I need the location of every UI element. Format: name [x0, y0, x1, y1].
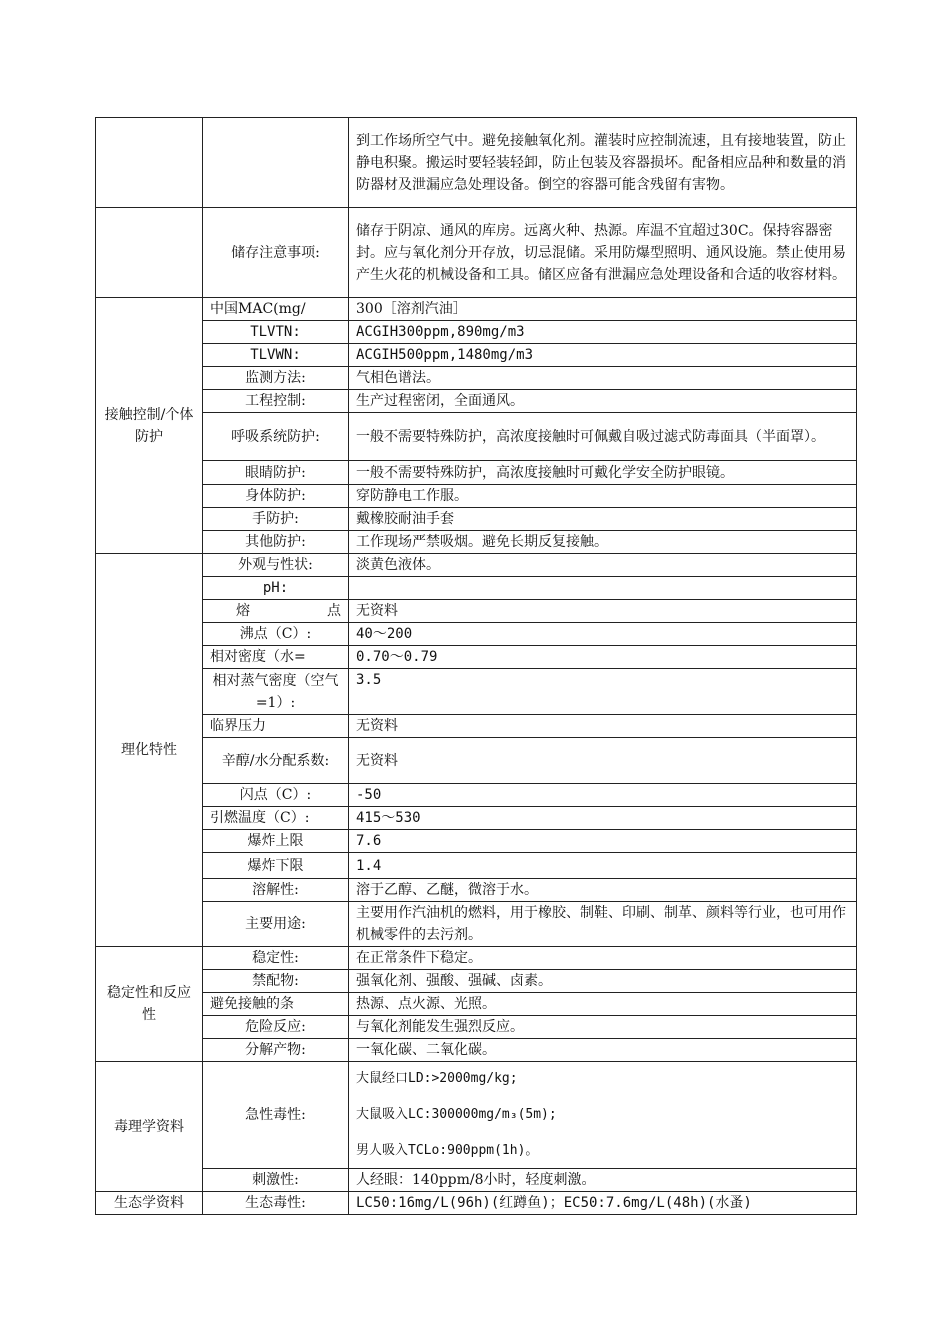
physchem-value: 无资料 [349, 738, 857, 784]
exposure-label: TLVWN: [203, 344, 349, 367]
physchem-row [96, 623, 857, 646]
stability-value: 强氧化剂、强酸、强碱、卤素。 [349, 970, 857, 993]
exposure-value: 戴橡胶耐油手套 [349, 508, 857, 531]
ecology-row [96, 1192, 857, 1215]
exposure-value: 穿防静电工作服。 [349, 485, 857, 508]
physchem-value: 溶于乙醇、乙醚，微溶于水。 [349, 879, 857, 902]
physchem-row [96, 807, 857, 830]
physchem-value: -50 [349, 784, 857, 807]
storage-text: 储存于阴凉、通风的库房。远离火种、热源。库温不宜超过30C。保持容器密封。应与氧化剂分开存放，切忌混储。采用防爆型照明、通风设施。禁止使用易产生火花的机械设备和工具。储区应备有泄漏应急处理设备和合适的收容材料。 [349, 208, 857, 298]
exposure-row [96, 321, 857, 344]
physchem-row [96, 853, 857, 879]
exposure-label: 工程控制: [203, 390, 349, 413]
physchem-category: 理化特性 [96, 554, 203, 947]
exposure-label: 手防护: [203, 508, 349, 531]
physchem-row [96, 830, 857, 853]
ecotoxicity-label: 生态毒性: [203, 1192, 349, 1215]
physchem-label: 辛醇/水分配系数: [203, 738, 349, 784]
acute-toxicity-line: 大鼠经口LD:>2000mg/kg; [356, 1071, 518, 1086]
stability-label: 危险反应: [203, 1016, 349, 1039]
handling-text: 到工作场所空气中。避免接触氧化剂。灌装时应控制流速，且有接地装置，防止静电积聚。搬运时要轻装轻卸，防止包装及容器损坏。配备相应品种和数量的消防器材及泄漏应急处理设备。倒空的容器可能含残留有害物。 [349, 118, 857, 208]
toxicology-row [96, 1169, 857, 1192]
physchem-value: 7.6 [349, 830, 857, 853]
exposure-value: 气相色谱法。 [349, 367, 857, 390]
physchem-label: 相对蒸气密度（空气=1）: [203, 669, 349, 715]
stability-value: 在正常条件下稳定。 [349, 947, 857, 970]
physchem-label-part: 点 [327, 603, 341, 619]
physchem-row [96, 715, 857, 738]
toxicology-row [96, 1062, 857, 1169]
stability-row [96, 1039, 857, 1062]
stability-row [96, 947, 857, 970]
exposure-row [96, 298, 857, 321]
exposure-row [96, 413, 857, 461]
physchem-label-melting [203, 600, 349, 623]
physchem-value: 0.70〜0.79 [349, 646, 857, 669]
physchem-label: pH: [203, 577, 349, 600]
stability-value: 一氧化碳、二氧化碳。 [349, 1039, 857, 1062]
physchem-value: 40〜200 [349, 623, 857, 646]
physchem-row [96, 738, 857, 784]
handling-category-cell [96, 118, 203, 208]
exposure-row [96, 485, 857, 508]
physchem-value: 无资料 [349, 715, 857, 738]
toxicology-category: 毒理学资料 [96, 1062, 203, 1192]
storage-row [96, 208, 857, 298]
physchem-value: 无资料 [349, 600, 857, 623]
physchem-row [96, 577, 857, 600]
physchem-row [96, 600, 857, 623]
exposure-row [96, 390, 857, 413]
stability-label: 分解产物: [203, 1039, 349, 1062]
exposure-category: 接触控制/个体防护 [96, 298, 203, 554]
physchem-label: 相对密度（水= [203, 646, 349, 669]
exposure-value: 一般不需要特殊防护，高浓度接触时可戴化学安全防护眼镜。 [349, 461, 857, 485]
stability-value: 与氧化剂能发生强烈反应。 [349, 1016, 857, 1039]
exposure-row [96, 508, 857, 531]
physchem-value: 415〜530 [349, 807, 857, 830]
storage-label: 储存注意事项: [203, 208, 349, 298]
exposure-value: ACGIH300ppm,890mg/m3 [349, 321, 857, 344]
exposure-label: 其他防护: [203, 531, 349, 554]
exposure-row [96, 367, 857, 390]
exposure-label: TLVTN: [203, 321, 349, 344]
physchem-value: 主要用作汽油机的燃料，用于橡胶、制鞋、印刷、制革、颜料等行业，也可用作机械零件的去污剂。 [349, 902, 857, 947]
stability-label: 避免接触的条 [203, 993, 349, 1016]
ecology-category: 生态学资料 [96, 1192, 203, 1215]
exposure-row [96, 461, 857, 485]
handling-row [96, 118, 857, 208]
ecotoxicity-value: LC50:16mg/L(96h)(红蹲鱼)；EC50:7.6mg/L(48h)(水蚤) [349, 1192, 857, 1215]
handling-label-cell [203, 118, 349, 208]
msds-table [95, 117, 857, 1215]
stability-row [96, 993, 857, 1016]
physchem-row [96, 879, 857, 902]
physchem-value: 1.4 [349, 853, 857, 879]
physchem-value: 3.5 [349, 669, 857, 715]
physchem-row [96, 784, 857, 807]
acute-toxicity-line: 男人吸入TCLo:900ppm(1h)。 [356, 1143, 539, 1158]
physchem-label: 主要用途: [203, 902, 349, 947]
exposure-value: 300［溶剂汽油］ [349, 298, 857, 321]
physchem-value: 淡黄色液体。 [349, 554, 857, 577]
exposure-label: 中国MAC(mg/ [203, 298, 349, 321]
irritation-value: 人经眼：140ppm/8小时，轻度刺激。 [349, 1169, 857, 1192]
physchem-value [349, 577, 857, 600]
exposure-value: 工作现场严禁吸烟。避免长期反复接触。 [349, 531, 857, 554]
exposure-label: 呼吸系统防护: [203, 413, 349, 461]
acute-toxicity-values [349, 1062, 857, 1169]
exposure-label: 眼睛防护: [203, 461, 349, 485]
exposure-value: 生产过程密闭，全面通风。 [349, 390, 857, 413]
exposure-value: ACGIH500ppm,1480mg/m3 [349, 344, 857, 367]
exposure-label: 监测方法: [203, 367, 349, 390]
stability-row [96, 1016, 857, 1039]
physchem-label: 外观与性状: [203, 554, 349, 577]
exposure-label: 身体防护: [203, 485, 349, 508]
physchem-label: 引燃温度（C）: [203, 807, 349, 830]
stability-row [96, 970, 857, 993]
physchem-row [96, 669, 857, 715]
acute-toxicity-label: 急性毒性: [203, 1062, 349, 1169]
irritation-label: 刺激性: [203, 1169, 349, 1192]
physchem-label: 爆炸上限 [203, 830, 349, 853]
physchem-label: 沸点（C）: [203, 623, 349, 646]
physchem-row [96, 646, 857, 669]
stability-label: 禁配物: [203, 970, 349, 993]
physchem-label: 临界压力 [203, 715, 349, 738]
stability-label: 稳定性: [203, 947, 349, 970]
physchem-row [96, 554, 857, 577]
physchem-label: 爆炸下限 [203, 853, 349, 879]
physchem-label-part: 熔 [236, 603, 250, 619]
physchem-label: 溶解性: [203, 879, 349, 902]
exposure-row [96, 531, 857, 554]
storage-category-cell [96, 208, 203, 298]
physchem-label: 闪点（C）: [203, 784, 349, 807]
exposure-row [96, 344, 857, 367]
acute-toxicity-line: 大鼠吸入LC:300000mg/m₃(5m); [356, 1107, 557, 1122]
exposure-value: 一般不需要特殊防护，高浓度接触时可佩戴自吸过滤式防毒面具（半面罩）。 [349, 413, 857, 461]
physchem-row [96, 902, 857, 947]
stability-value: 热源、点火源、光照。 [349, 993, 857, 1016]
stability-category: 稳定性和反应性 [96, 947, 203, 1062]
